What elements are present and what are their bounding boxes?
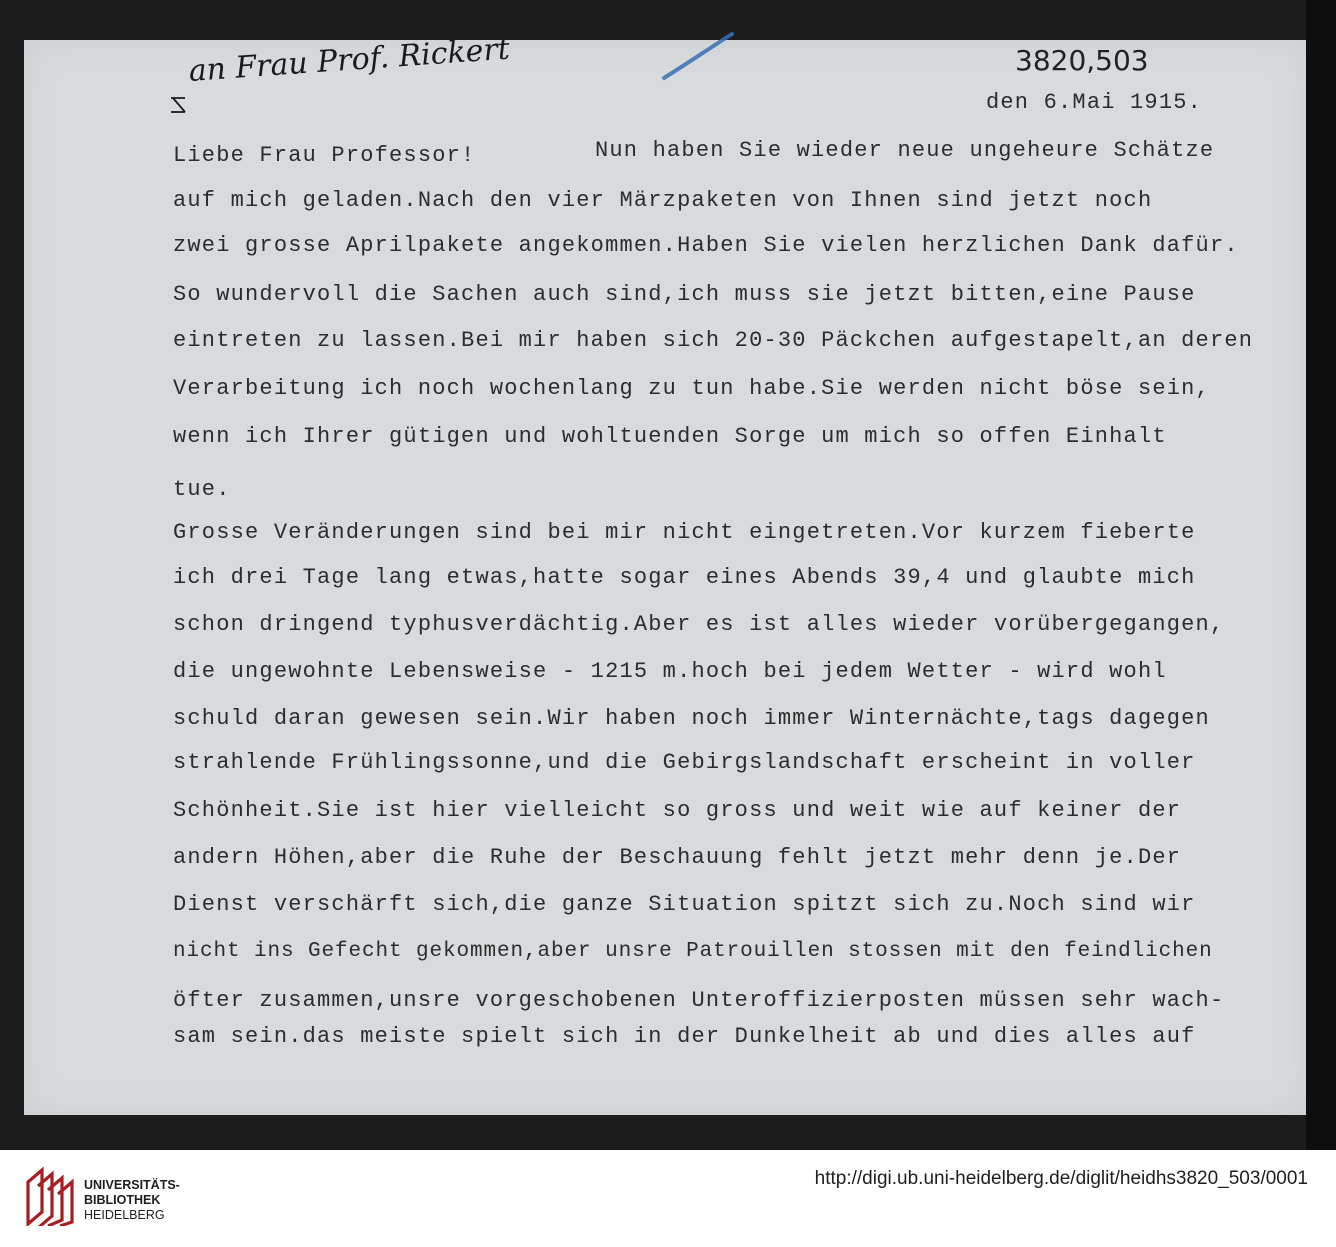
letter-line: zwei grosse Aprilpakete angekommen.Haben Sie vielen herzlichen Dank dafür. [173,233,1239,258]
letter-line: schon dringend typhusverdächtig.Aber es ist alles wieder vorübergegangen, [173,612,1225,637]
footer-bar [0,1150,1336,1247]
library-logo-icon [24,1164,76,1226]
letter-line: öfter zusammen,unsre vorgeschobenen Unteroffizierposten müssen sehr wach- [173,988,1225,1013]
library-name [84,1178,180,1223]
greeting: Liebe Frau Professor! [173,143,476,168]
permalink-url[interactable]: http://digi.ub.uni-heidelberg.de/diglit/heidhs3820_503/0001 [814,1168,1308,1189]
letter-line: ich drei Tage lang etwas,hatte sogar eines Abends 39,4 und glaubte mich [173,565,1196,590]
letter-line: wenn ich Ihrer gütigen und wohltuenden Sorge um mich so offen Einhalt [173,424,1167,449]
letter-line: auf mich geladen.Nach den vier Märzpaketen von Ihnen sind jetzt noch [173,188,1153,213]
date-line: den 6.Mai 1915. [986,90,1203,115]
addressee-mark-icon [168,95,190,117]
letter-line: Grosse Veränderungen sind bei mir nicht eingetreten.Vor kurzem fieberte [173,520,1196,545]
letter-line: sam sein.das meiste spielt sich in der Dunkelheit ab und dies alles auf [173,1024,1196,1049]
letter-line: Nun haben Sie wieder neue ungeheure Schätze [595,138,1215,163]
letter-line: Verarbeitung ich noch wochenlang zu tun habe.Sie werden nicht böse sein, [173,376,1210,401]
letter-line: So wundervoll die Sachen auch sind,ich muss sie jetzt bitten,eine Pause [173,282,1196,307]
letter-line: die ungewohnte Lebensweise - 1215 m.hoch bei jedem Wetter - wird wohl [173,659,1167,684]
letter-line: strahlende Frühlingssonne,und die Gebirgslandschaft erscheint in voller [173,750,1196,775]
archive-number: 3820,503 [1015,44,1149,77]
library-name-line: UNIVERSITÄTS- [84,1178,180,1192]
library-name-line: BIBLIOTHEK [84,1193,161,1207]
letter-line: tue. [173,477,231,502]
blue-pencil-mark [660,30,740,85]
letter-line: andern Höhen,aber die Ruhe der Beschauung fehlt jetzt mehr denn je.Der [173,845,1182,870]
letter-line: Schönheit.Sie ist hier vielleicht so gross und weit wie auf keiner der [173,798,1182,823]
letter-line: nicht ins Gefecht gekommen,aber unsre Patrouillen stossen mit den feindlichen [173,940,1213,963]
letter-line: eintreten zu lassen.Bei mir haben sich 20-30 Päckchen aufgestapelt,an deren [173,328,1254,353]
letter-line: schuld daran gewesen sein.Wir haben noch immer Winternächte,tags dagegen [173,706,1210,731]
letter-line: Dienst verschärft sich,die ganze Situation spitzt sich zu.Noch sind wir [173,892,1196,917]
scan-edge [1306,0,1336,1150]
handwritten-addressee: an Frau Prof. Rickert [187,31,511,89]
library-name-line: HEIDELBERG [84,1208,165,1222]
